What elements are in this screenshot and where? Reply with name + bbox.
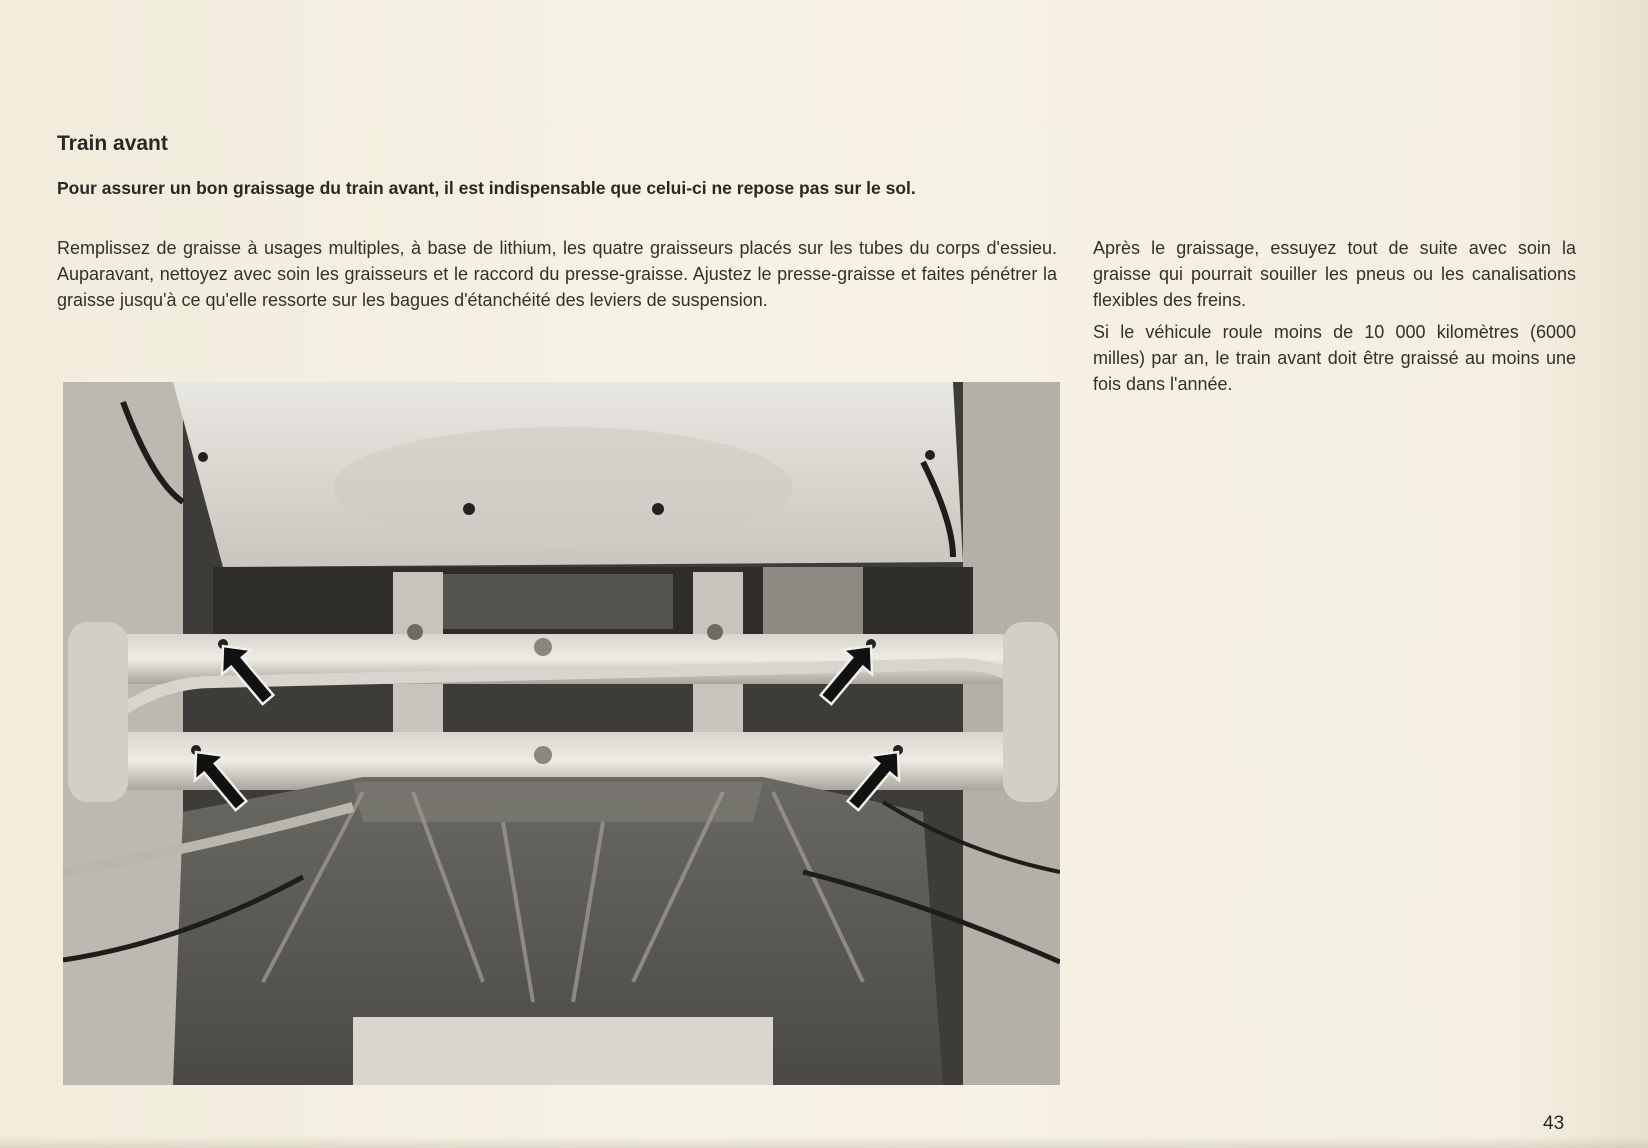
lead-paragraph: Pour assurer un bon graissage du train avant, il est indispensable que celui-ci ne repose pas sur le sol. [57,178,916,198]
aside-paragraph-1: Après le graissage, essuyez tout de suite avec soin la graisse qui pourrait souiller les pneus ou les canalisations flexibles des freins. [1093,238,1576,310]
front-axle-photo [63,382,1060,1085]
aside-column [1093,235,1576,403]
page-number: 43 [1543,1113,1565,1134]
aside-paragraph-2: Si le véhicule roule moins de 10 000 kilomètres (6000 milles) par an, le train avant doit être graissé au moins une fois dans l'année. [1093,322,1576,394]
body-paragraph: Remplissez de graisse à usages multiples, à base de lithium, les quatre graisseurs placés sur les tubes du corps d'essieu. Auparavant, nettoyez avec soin les graisseurs et le raccord du presse-graisse. Ajustez le presse-graisse et faites pénétrer la graisse jusqu'à ce qu'elle ressorte sur les bagues d'étanchéité des leviers de suspension. [57,238,1057,310]
section-title: Train avant [57,132,168,155]
